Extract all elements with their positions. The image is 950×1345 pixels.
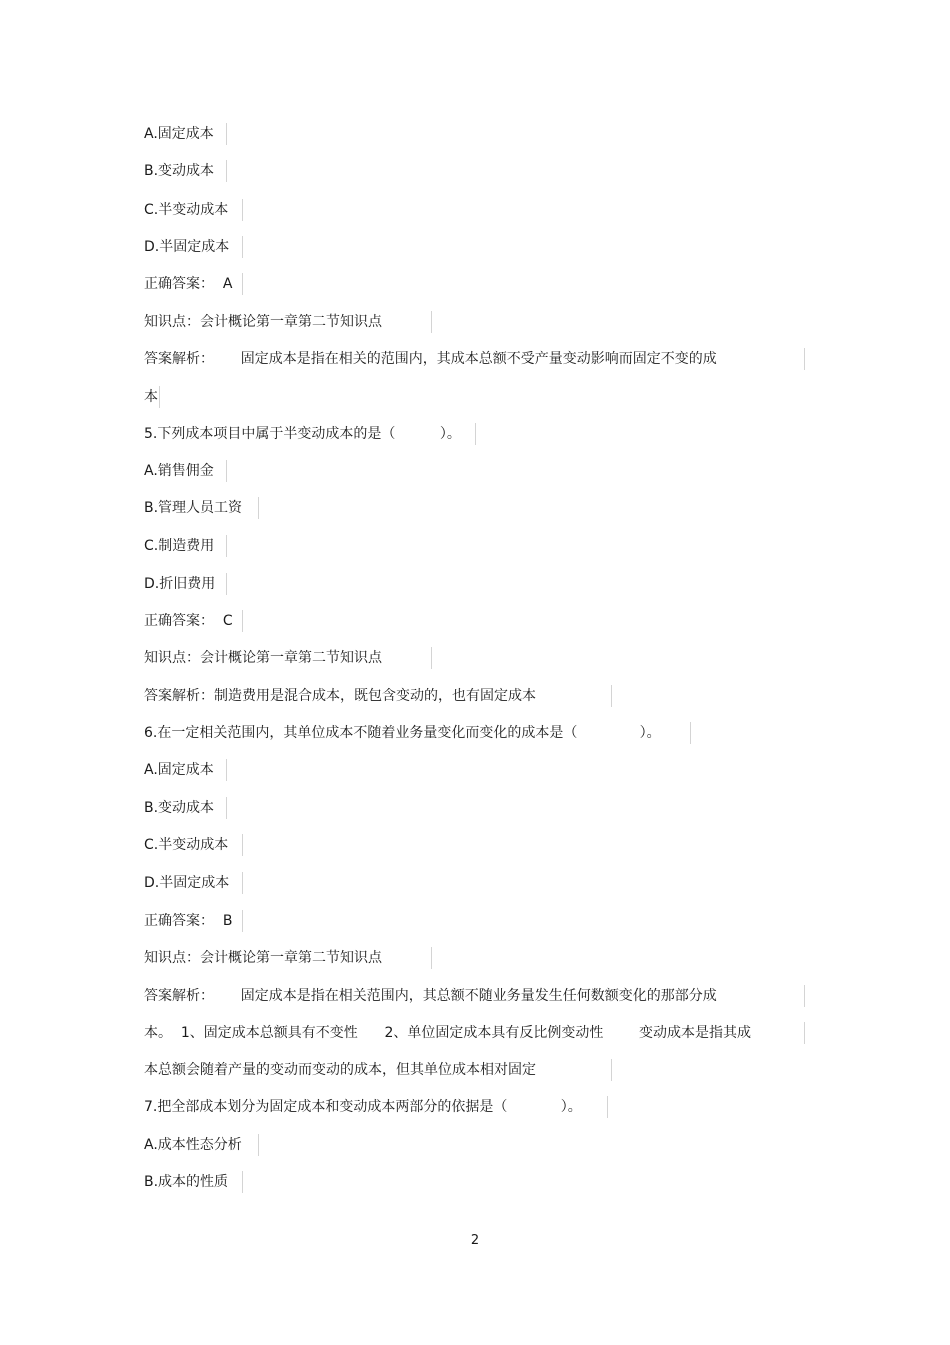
text-cursor-mark: [242, 273, 243, 295]
knowledge-point: 知识点：会计概论第一章第二节知识点: [144, 650, 382, 666]
option-b: B.变动成本: [144, 163, 215, 179]
correct-answer: 正确答案： B: [144, 913, 233, 929]
text-cursor-mark: [242, 834, 243, 856]
text-cursor-mark: [159, 386, 160, 408]
correct-answer: 正确答案： C: [144, 613, 233, 629]
answer-explanation: 答案解析： 固定成本是指在相关的范围内，其成本总额不受产量变动影响而固定不变的成: [144, 351, 717, 367]
text-cursor-mark: [242, 910, 243, 932]
text-cursor-mark: [242, 610, 243, 632]
knowledge-point: 知识点：会计概论第一章第二节知识点: [144, 950, 382, 966]
text-cursor-mark: [226, 535, 227, 557]
option-d: D.折旧费用: [144, 576, 216, 592]
answer-explanation-cont: 本。 1、固定成本总额具有不变性 2、单位固定成本具有反比例变动性 变动成本是指其成: [144, 1025, 752, 1041]
text-cursor-mark: [226, 573, 227, 595]
text-cursor-mark: [258, 497, 259, 519]
text-cursor-mark: [242, 872, 243, 894]
page-number: 2: [470, 1233, 480, 1248]
option-b: B.变动成本: [144, 800, 215, 816]
answer-explanation: 答案解析： 固定成本是指在相关范围内，其总额不随业务量发生任何数额变化的那部分成: [144, 988, 717, 1004]
text-cursor-mark: [226, 160, 227, 182]
text-cursor-mark: [690, 722, 691, 744]
text-cursor-mark: [431, 647, 432, 669]
option-c: C.制造费用: [144, 538, 215, 554]
text-cursor-mark: [611, 685, 612, 707]
text-cursor-mark: [226, 123, 227, 145]
answer-explanation-cont: 本: [144, 389, 158, 405]
question-5: 5.下列成本项目中属于半变动成本的是（ ）。: [144, 426, 461, 442]
answer-explanation: 答案解析：制造费用是混合成本，既包含变动的，也有固定成本: [144, 688, 536, 704]
text-cursor-mark: [431, 947, 432, 969]
option-b: B.成本的性质: [144, 1174, 229, 1190]
option-c: C.半变动成本: [144, 202, 229, 218]
text-cursor-mark: [226, 759, 227, 781]
text-cursor-mark: [804, 348, 805, 370]
correct-answer: 正确答案： A: [144, 276, 233, 292]
text-cursor-mark: [226, 797, 227, 819]
option-a: A.销售佣金: [144, 463, 214, 479]
knowledge-point: 知识点：会计概论第一章第二节知识点: [144, 314, 382, 330]
text-cursor-mark: [242, 199, 243, 221]
option-d: D.半固定成本: [144, 239, 230, 255]
option-a: A.固定成本: [144, 126, 214, 142]
text-cursor-mark: [611, 1059, 612, 1081]
text-cursor-mark: [258, 1134, 259, 1156]
text-cursor-mark: [431, 311, 432, 333]
text-cursor-mark: [804, 1022, 805, 1044]
option-d: D.半固定成本: [144, 875, 230, 891]
answer-explanation-cont: 本总额会随着产量的变动而变动的成本，但其单位成本相对固定: [144, 1062, 536, 1078]
text-cursor-mark: [242, 1171, 243, 1193]
option-b: B.管理人员工资: [144, 500, 243, 516]
text-cursor-mark: [475, 423, 476, 445]
text-cursor-mark: [242, 236, 243, 258]
question-6: 6.在一定相关范围内，其单位成本不随着业务量变化而变化的成本是（ ）。: [144, 725, 661, 741]
option-a: A.固定成本: [144, 762, 214, 778]
question-7: 7.把全部成本划分为固定成本和变动成本两部分的依据是（ ）。: [144, 1099, 582, 1115]
option-c: C.半变动成本: [144, 837, 229, 853]
text-cursor-mark: [607, 1096, 608, 1118]
text-cursor-mark: [226, 460, 227, 482]
text-cursor-mark: [804, 985, 805, 1007]
option-a: A.成本性态分析: [144, 1137, 242, 1153]
